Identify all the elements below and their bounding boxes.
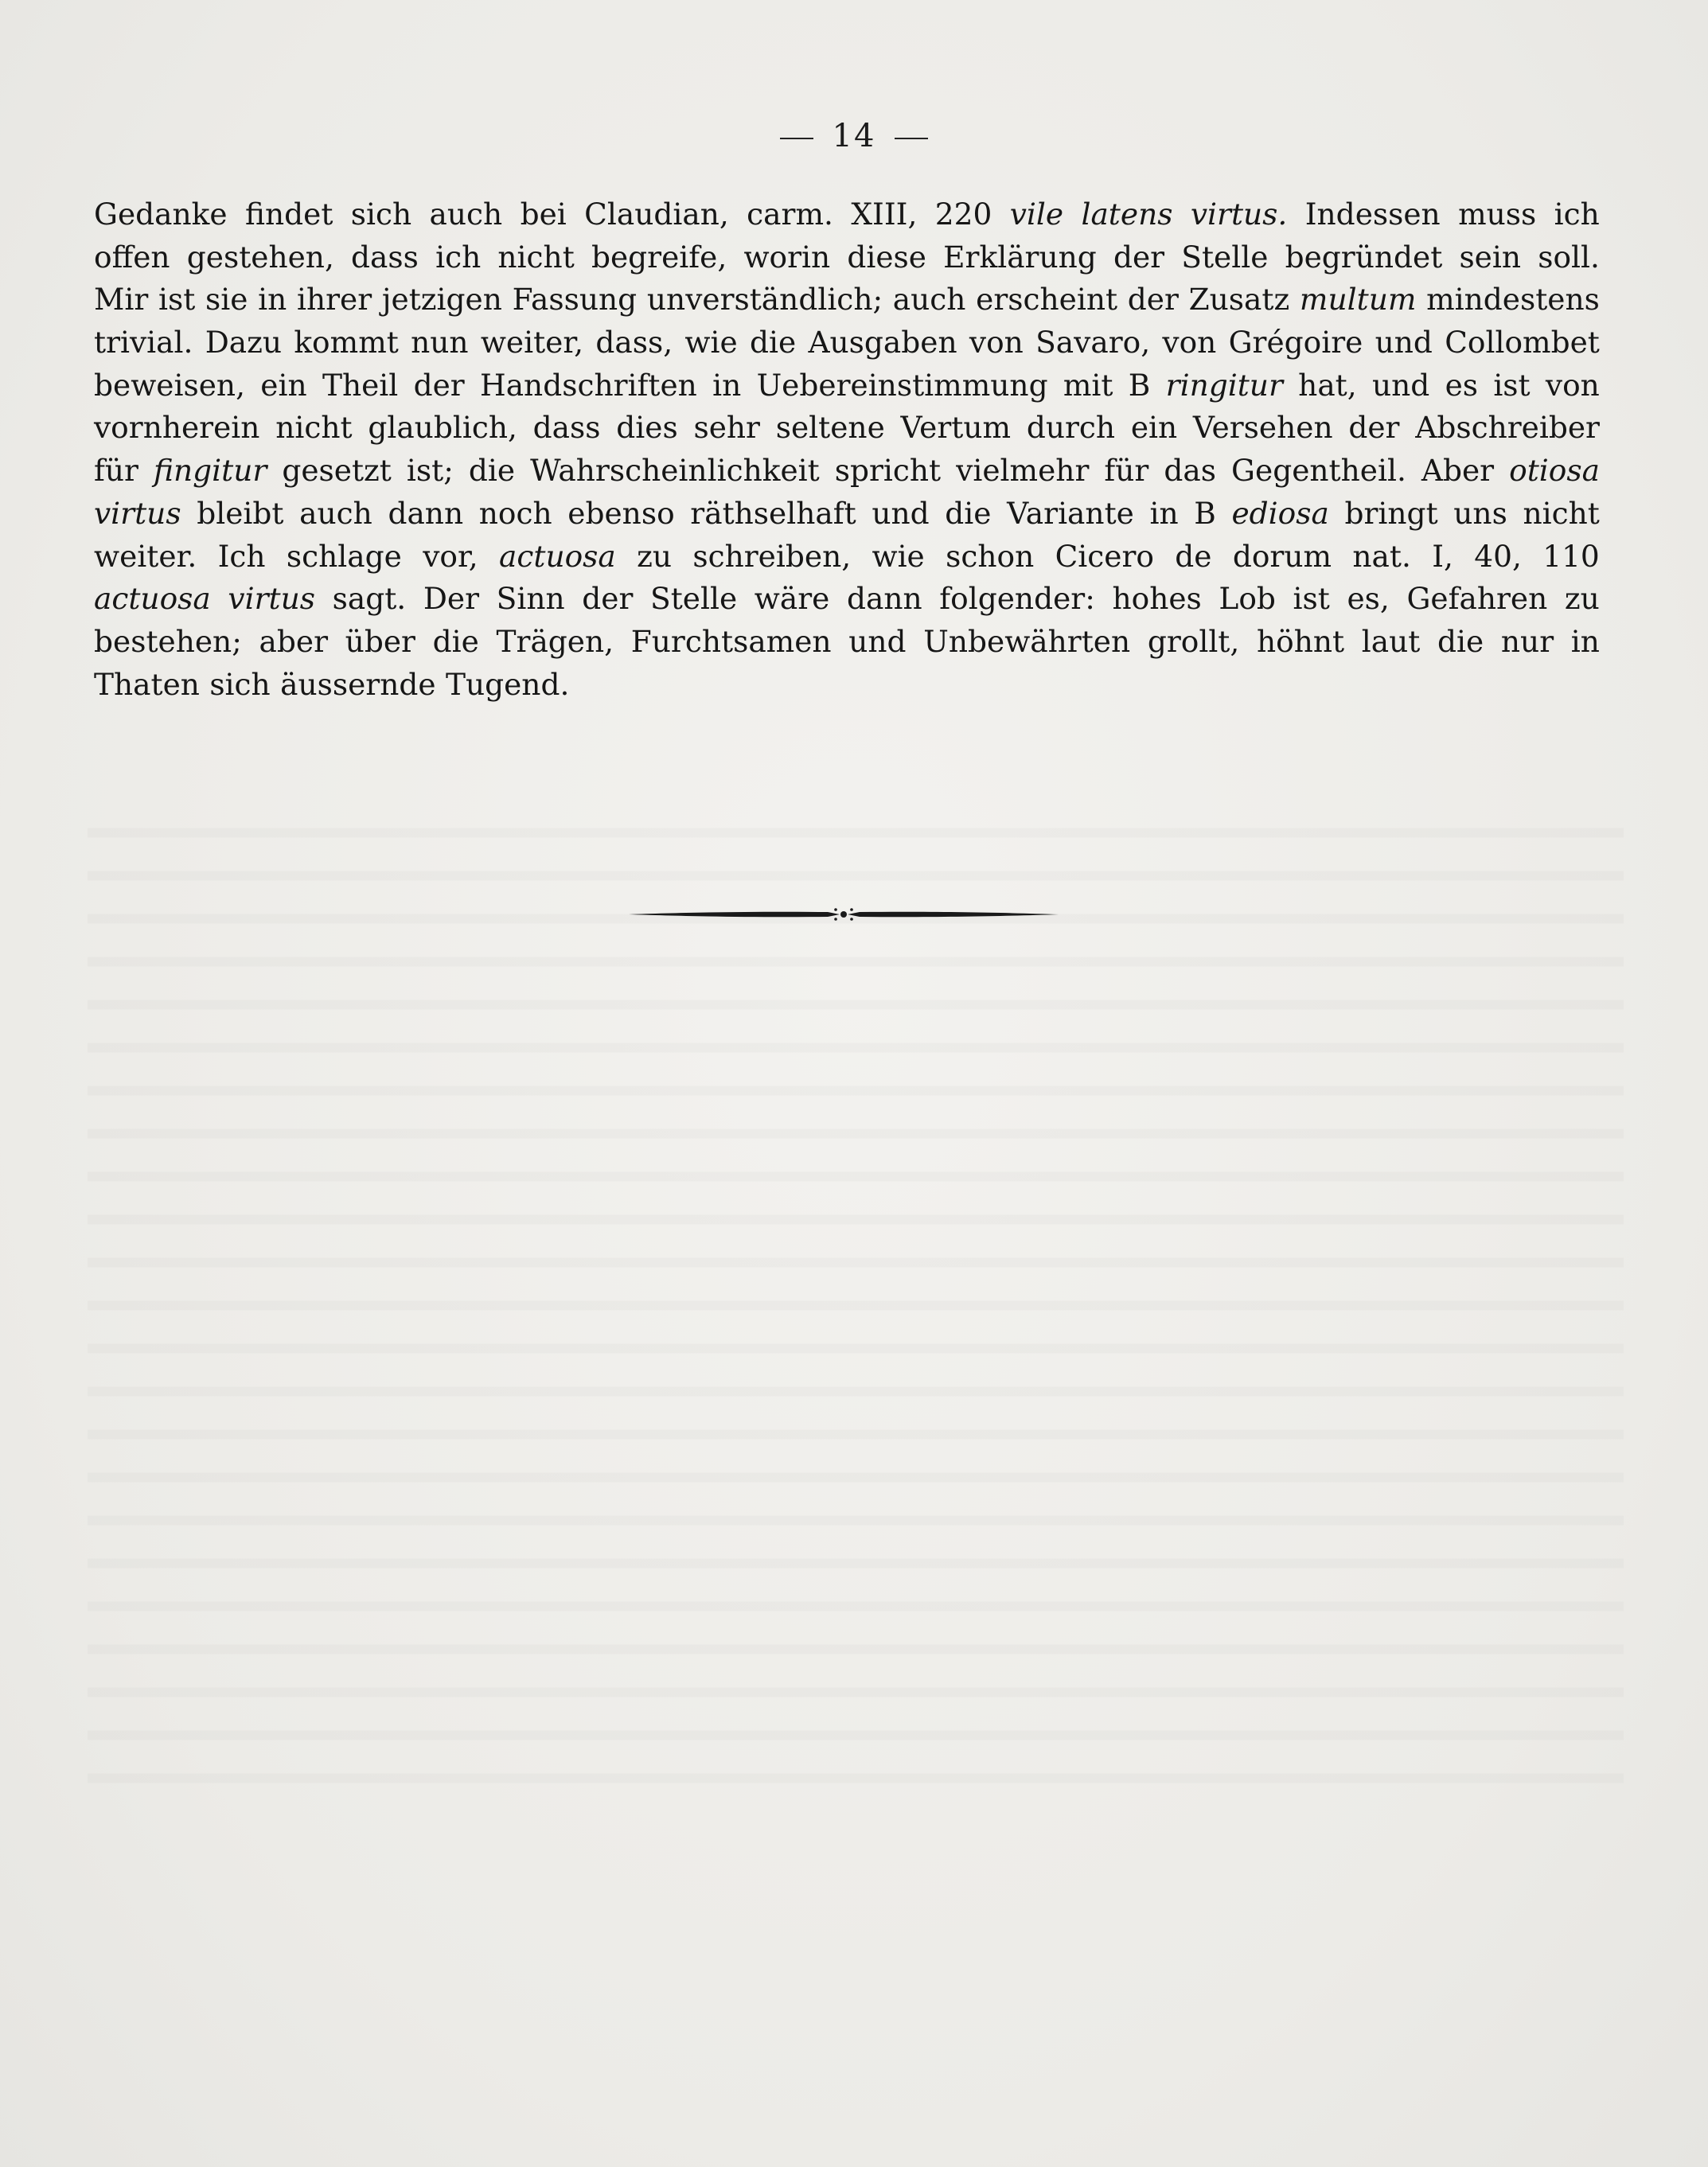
word: aber: [259, 623, 328, 659]
word: gestehen,: [186, 239, 334, 275]
word: Stelle: [650, 581, 738, 617]
text-line: [94, 493, 1600, 536]
page-number: [0, 118, 1708, 154]
word: der: [1127, 282, 1179, 318]
word: folgender:: [939, 581, 1095, 617]
word: hohes: [1112, 581, 1202, 617]
word: gesetzt: [282, 453, 392, 489]
word: bei: [520, 197, 567, 232]
word: mit: [1063, 367, 1113, 403]
word: Ich: [217, 538, 266, 574]
word: äussernde: [280, 666, 436, 702]
word: dass: [351, 239, 419, 275]
word: ist: [158, 282, 196, 318]
word: glaublich,: [368, 410, 517, 446]
word: Savaro,: [1035, 325, 1151, 361]
word: ein: [1130, 410, 1178, 446]
word: Stelle: [1181, 239, 1269, 275]
word: ist: [1493, 367, 1531, 403]
word: wie: [872, 538, 925, 574]
word: ich: [1554, 197, 1600, 232]
word: Furchtsamen: [630, 623, 832, 659]
word: Ausgaben: [808, 325, 957, 361]
word: auch: [892, 282, 966, 318]
word: begründet: [1285, 239, 1443, 275]
word: Uebereinstimmung: [756, 367, 1048, 403]
word: durch: [1026, 410, 1116, 446]
word: B: [1194, 495, 1216, 531]
word: unverständlich;: [646, 282, 883, 318]
word: muss: [1458, 197, 1537, 232]
word: noch: [478, 495, 552, 531]
word: schlage: [286, 538, 402, 574]
word: grollt,: [1147, 623, 1240, 659]
ornament-divider: [629, 904, 1059, 925]
word: Gegentheil.: [1231, 453, 1406, 489]
word: diese: [847, 239, 926, 275]
text-line: [94, 236, 1600, 279]
word: Thaten: [94, 666, 200, 702]
word: das: [1164, 453, 1217, 489]
word: Versehen: [1192, 410, 1333, 446]
word: Claudian,: [584, 197, 729, 232]
word: und: [848, 623, 907, 659]
word: der: [413, 367, 465, 403]
word: auch: [429, 197, 503, 232]
word: schreiben,: [692, 538, 852, 574]
word: vornherein: [94, 410, 260, 446]
word: auch: [299, 495, 372, 531]
word: die: [468, 453, 516, 489]
word: seltene: [775, 410, 885, 446]
word: dann: [388, 495, 464, 531]
word: Variante: [1007, 495, 1134, 531]
word: Grégoire: [1228, 325, 1363, 361]
word: worin: [743, 239, 831, 275]
word: ist;: [406, 453, 454, 489]
word: carm.: [747, 197, 833, 232]
word: dies: [616, 410, 678, 446]
word: nun: [411, 325, 469, 361]
word: vor,: [423, 538, 478, 574]
word: und: [1371, 367, 1430, 403]
page-number-value: 14: [832, 118, 876, 154]
word: für: [94, 453, 138, 489]
italic-word: ediosa: [1231, 495, 1329, 531]
word: sein: [1459, 239, 1522, 275]
word: sich: [209, 666, 271, 702]
word: schon: [946, 538, 1035, 574]
word: zu: [637, 538, 673, 574]
text-line: [94, 279, 1600, 322]
right-dash: [895, 138, 928, 139]
word: Sinn: [496, 581, 565, 617]
word: höhnt: [1256, 623, 1345, 659]
word: de: [1175, 538, 1212, 574]
text-line: [94, 364, 1600, 407]
word: Wahrscheinlichkeit: [530, 453, 820, 489]
word: uns: [1453, 495, 1507, 531]
word: die: [749, 325, 797, 361]
text-line: [94, 664, 1600, 707]
word: 220: [934, 197, 992, 232]
word: sagt.: [332, 581, 407, 617]
word: die: [1437, 623, 1484, 659]
word: die: [432, 623, 479, 659]
italic-word: otiosa: [1509, 453, 1600, 489]
word: mindestens: [1426, 282, 1600, 318]
word: offen: [94, 239, 170, 275]
word: Handschriften: [480, 367, 697, 403]
word: Theil: [322, 367, 399, 403]
word: nur: [1500, 623, 1554, 659]
word: Gefahren: [1406, 581, 1548, 617]
word: räthselhaft: [690, 495, 856, 531]
body-paragraph: [94, 193, 1600, 706]
italic-word: virtus.: [1190, 197, 1288, 232]
word: Zusatz: [1188, 282, 1290, 318]
word: von: [1545, 367, 1600, 403]
italic-word: ringitur: [1165, 367, 1283, 403]
word: ich: [435, 239, 482, 275]
word: Tugend.: [445, 666, 570, 702]
word: Abschreiber: [1415, 410, 1600, 446]
word: von: [1162, 325, 1217, 361]
text-line: [94, 621, 1600, 664]
word: sich: [350, 197, 412, 232]
word: über: [345, 623, 415, 659]
word: Fassung: [512, 282, 638, 318]
word: nat.: [1352, 538, 1411, 574]
word: wie: [684, 325, 738, 361]
word: ebenso: [567, 495, 675, 531]
word: die: [945, 495, 992, 531]
word: ihrer: [296, 282, 372, 318]
word: von: [969, 325, 1024, 361]
italic-word: actuosa: [499, 538, 616, 574]
italic-word: virtus: [94, 495, 181, 531]
word: Erklärung: [943, 239, 1097, 275]
italic-word: vile: [1009, 197, 1064, 232]
word: laut: [1361, 623, 1421, 659]
text-line: [94, 578, 1600, 621]
word: dass: [532, 410, 601, 446]
text-line: [94, 407, 1600, 450]
word: findet: [244, 197, 333, 232]
word: für: [1104, 453, 1149, 489]
word: weiter.: [94, 538, 197, 574]
word: Der: [423, 581, 480, 617]
word: es,: [1347, 581, 1390, 617]
word: soll.: [1538, 239, 1600, 275]
word: kommt: [294, 325, 399, 361]
word: der: [1348, 410, 1400, 446]
word: wäre: [754, 581, 830, 617]
word: weiter,: [480, 325, 584, 361]
word: bringt: [1344, 495, 1438, 531]
word: und: [872, 495, 930, 531]
text-line: [94, 322, 1600, 364]
bleed-through-text: [88, 804, 1624, 1791]
word: XIII,: [851, 197, 918, 232]
word: I,: [1432, 538, 1453, 574]
italic-word: virtus: [228, 581, 315, 617]
text-line: [94, 536, 1600, 579]
word: Mir: [94, 282, 149, 318]
word: Collombet: [1445, 325, 1600, 361]
word: vielmehr: [956, 453, 1090, 489]
text-line: [94, 450, 1600, 493]
word: Dazu: [205, 325, 283, 361]
word: nicht: [1523, 495, 1600, 531]
word: Gedanke: [94, 197, 228, 232]
word: sie: [205, 282, 248, 318]
word: hat,: [1298, 367, 1357, 403]
word: Indessen: [1304, 197, 1441, 232]
word: sehr: [693, 410, 760, 446]
word: es: [1445, 367, 1479, 403]
word: nicht: [497, 239, 575, 275]
word: bleibt: [197, 495, 284, 531]
text-line: [94, 193, 1600, 236]
word: Vertum: [900, 410, 1012, 446]
word: in: [1570, 623, 1600, 659]
italic-word: latens: [1081, 197, 1173, 232]
word: begreife,: [591, 239, 727, 275]
word: in: [1149, 495, 1179, 531]
word: bestehen;: [94, 623, 242, 659]
word: Trägen,: [496, 623, 614, 659]
word: beweisen,: [94, 367, 245, 403]
word: Lob: [1219, 581, 1276, 617]
word: dass,: [595, 325, 673, 361]
word: Aber: [1421, 453, 1495, 489]
word: in: [712, 367, 742, 403]
word: zu: [1564, 581, 1600, 617]
word: und: [1375, 325, 1433, 361]
word: spricht: [834, 453, 942, 489]
word: in: [258, 282, 287, 318]
word: der: [582, 581, 634, 617]
left-dash: [780, 138, 813, 139]
word: Cicero: [1055, 538, 1154, 574]
word: B: [1128, 367, 1151, 403]
word: dann: [846, 581, 922, 617]
word: trivial.: [94, 325, 193, 361]
italic-word: fingitur: [154, 453, 267, 489]
word: Unbewährten: [923, 623, 1131, 659]
italic-word: multum: [1299, 282, 1417, 318]
word: 40,: [1474, 538, 1522, 574]
word: jetzigen: [381, 282, 502, 318]
italic-word: actuosa: [94, 581, 211, 617]
word: ist: [1293, 581, 1330, 617]
word: erscheint: [976, 282, 1118, 318]
word: nicht: [275, 410, 353, 446]
word: ein: [260, 367, 307, 403]
word: 110: [1542, 538, 1600, 574]
word: dorum: [1232, 538, 1332, 574]
word: der: [1113, 239, 1165, 275]
